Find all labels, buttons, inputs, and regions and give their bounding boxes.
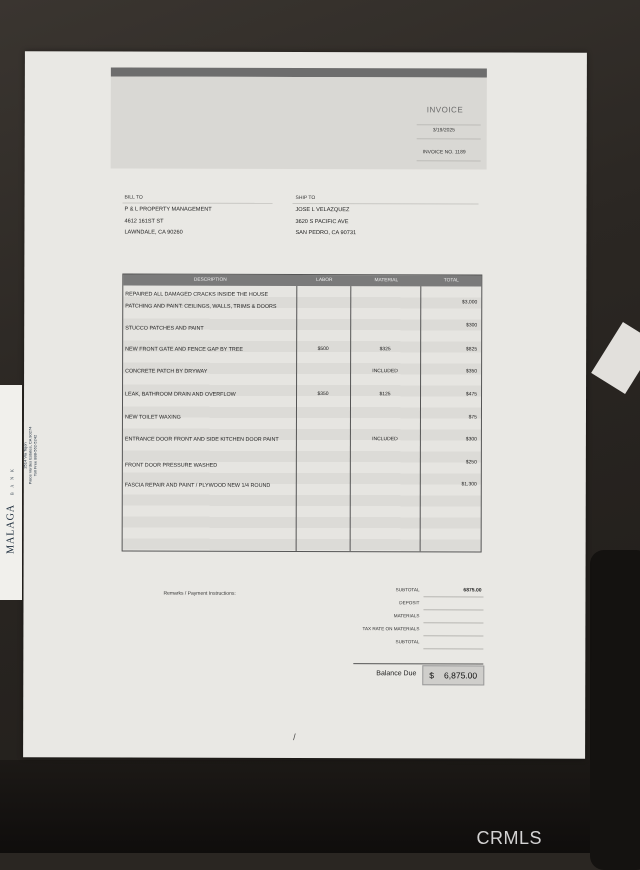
tax-rate-label: TAX RATE ON MATERIALS: [362, 626, 420, 632]
row-total: $75: [468, 414, 477, 421]
bill-to-label: BILL TO: [124, 194, 143, 201]
divider: [123, 203, 273, 204]
row-description: FRONT DOOR PRESSURE WASHED: [124, 462, 218, 469]
invoice-date: 3/19/2025: [432, 127, 455, 134]
bill-to-line: 4612 161ST ST: [124, 218, 164, 225]
divider: [423, 635, 483, 636]
row-total: $350: [465, 368, 478, 375]
remarks-label: Remarks / Payment Instructions:: [163, 590, 236, 597]
row-total: $300: [465, 436, 477, 443]
row-description: REPAIRED ALL DAMAGED CRACKS INSIDE THE HOUSE: [125, 291, 269, 298]
row-description: STUCCO PATCHES AND PAINT: [125, 325, 204, 332]
row-material: $325: [379, 346, 391, 353]
bank-address-line: 2514 Via Tejon: [22, 442, 28, 469]
row-material: INCLUDED: [372, 436, 398, 443]
row-description: PATCHING AND PAINT: CEILINGS, WALLS, TRIMS & DOORS: [125, 303, 277, 310]
divider: [423, 609, 483, 610]
subtotal-2-label: SUBTOTAL: [395, 639, 420, 645]
divider: [423, 622, 483, 623]
bill-to-line: LAWNDALE, CA 90260: [124, 229, 183, 236]
phone-device: [590, 550, 640, 870]
invoice-paper: [23, 51, 587, 758]
divider: [417, 138, 481, 139]
row-description: ENTRANCE DOOR FRONT AND SIDE KITCHEN DOOR PAINT: [124, 436, 279, 443]
pen-mark: /: [293, 731, 296, 742]
invoice-title: INVOICE: [426, 105, 464, 115]
ship-to-line: SAN PEDRO, CA 90731: [295, 229, 357, 237]
bill-to-line: P & L PROPERTY MANAGEMENT: [124, 206, 212, 213]
row-description: FASCIA REPAIR AND PAINT / PLYWOOD NEW 1/4 ROUND: [124, 482, 271, 489]
row-description: NEW FRONT GATE AND FENCE GAP BY TREE: [125, 346, 243, 353]
bank-address-line: Palos Verdes Estates, CA 90274: [27, 426, 33, 485]
row-total: $3,000: [461, 299, 478, 306]
column-header-total: TOTAL: [443, 278, 459, 284]
row-description: CONCRETE PATCH BY DRYWAY: [125, 368, 208, 375]
row-material: $125: [379, 391, 391, 398]
currency-symbol: $: [429, 670, 435, 681]
row-total: $1,300: [461, 481, 477, 488]
column-header-labor: LABOR: [316, 278, 333, 284]
line-items-table: [122, 274, 483, 553]
row-total: $300: [466, 322, 478, 329]
row-material: INCLUDED: [372, 368, 398, 375]
bank-address: [23, 416, 38, 496]
balance-rule: [353, 663, 483, 664]
background-shadow: [0, 760, 640, 853]
column-header-material: MATERIAL: [374, 278, 399, 284]
balance-due-label: Balance Due: [376, 670, 417, 678]
row-labor: $350: [317, 391, 329, 398]
balance-due-box: [422, 665, 484, 685]
column-divider: [350, 286, 352, 551]
row-total: $475: [465, 391, 478, 398]
divider: [423, 648, 483, 649]
bank-tag: B A N K: [9, 467, 15, 496]
divider: [423, 596, 483, 597]
bank-name: MALAGA: [5, 504, 17, 554]
balance-due-amount: 6,875.00: [444, 670, 478, 681]
table-header: [123, 275, 481, 287]
divider: [417, 124, 481, 125]
row-labor: $500: [317, 346, 329, 353]
divider: [417, 160, 481, 161]
bank-address-line: Toll Free 888-562-5242: [32, 434, 38, 477]
row-total: $250: [465, 459, 477, 466]
deposit-label: DEPOSIT: [399, 600, 420, 606]
ship-to-line: 3620 S PACIFIC AVE: [295, 218, 349, 226]
materials-label: MATERIALS: [393, 613, 420, 619]
bank-logo: [6, 466, 17, 556]
watermark: CRMLS: [476, 828, 542, 848]
column-divider: [296, 286, 298, 551]
row-description: LEAK, BATHROOM DRAIN AND OVERFLOW: [125, 391, 236, 398]
invoice-number: INVOICE NO. 1189: [422, 149, 466, 156]
subtotal-label: SUBTOTAL: [395, 587, 420, 593]
column-header-description: DESCRIPTION: [193, 277, 227, 283]
ship-to-line: JOSE L VELAZQUEZ: [295, 206, 350, 214]
subtotal-value: 6875.00: [463, 587, 482, 594]
header-band: [111, 76, 487, 169]
divider: [293, 203, 479, 204]
row-total: $825: [466, 346, 478, 353]
row-description: NEW TOILET WAXING: [124, 414, 181, 421]
ship-to-label: SHIP TO: [295, 194, 316, 202]
